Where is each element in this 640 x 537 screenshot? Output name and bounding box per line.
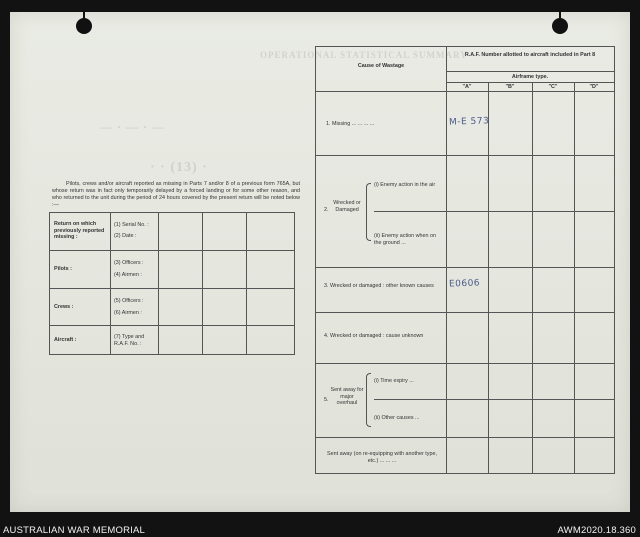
row-enemy-air-label: (i) Enemy action in the air: [374, 182, 436, 188]
column-divider: [488, 82, 489, 473]
row-divider: [374, 399, 614, 400]
row-divider: [316, 267, 614, 268]
bleed-through-text: · · (13) ·: [150, 160, 208, 175]
row-wrecked-label: Wrecked or Damaged: [333, 200, 361, 213]
row-other-known-label: 3. Wrecked or damaged : other known causes: [324, 283, 434, 289]
serial-no-label: (1) Serial No. :: [114, 222, 149, 228]
row-time-expiry-label: (i) Time expiry ...: [374, 378, 414, 384]
handwritten-entry-missing: M-E 573: [448, 116, 490, 128]
airframe-type-c: "C": [548, 84, 558, 90]
row-divider: [374, 211, 614, 212]
cause-of-wastage-header: Cause of Wastage: [357, 63, 405, 69]
group-label-pilots: Pilots :: [54, 266, 72, 272]
pilot-officers-label: (3) Officers :: [114, 260, 144, 266]
table-row: [50, 251, 294, 289]
date-label: (2) Date :: [114, 233, 137, 239]
airframe-type-a: "A": [462, 84, 472, 90]
row-missing-label: 1. Missing ... ... ... ...: [326, 121, 375, 127]
row-divider: [446, 71, 614, 72]
archive-reference: AWM2020.18.360: [557, 525, 636, 536]
row-divider: [446, 82, 614, 83]
row-re-equipping-label: Sent away (on re-equipping with another type, etc.) ... ... ...: [327, 451, 437, 464]
row-sent-away-label: Sent away for major overhaul: [330, 387, 364, 406]
row-divider: [316, 437, 614, 438]
raf-number-header: R.A.F. Number allotted to aircraft included in Part 8: [464, 52, 596, 58]
row-divider: [316, 155, 614, 156]
bracket-symbol: [366, 373, 371, 427]
type-raf-no-label: (7) Type and R.A.F. No. :: [114, 334, 145, 347]
crew-airmen-label: (6) Airmen :: [114, 310, 142, 316]
row-divider: [316, 363, 614, 364]
table-row: [50, 326, 294, 356]
group-label-crews: Crews :: [54, 304, 74, 310]
table-row: [50, 213, 294, 251]
column-divider: [532, 82, 533, 473]
row-wrecked-number: 2.: [324, 207, 329, 213]
row-cause-unknown-label: 4. Wrecked or damaged : cause unknown: [324, 333, 424, 339]
row-sent-away-number: 5.: [324, 397, 329, 403]
row-enemy-ground-label: (ii) Enemy action when on the ground ...: [374, 233, 437, 246]
row-divider: [316, 91, 614, 92]
group-label-aircraft: Aircraft :: [54, 337, 77, 343]
table-row: [50, 289, 294, 326]
archive-credit: AUSTRALIAN WAR MEMORIAL: [3, 525, 146, 536]
punch-hole: [76, 18, 92, 34]
airframe-type-d: "D": [589, 84, 599, 90]
bleed-through-text: OPERATIONAL STATISTICAL SUMMARY: [260, 50, 468, 60]
column-divider: [446, 47, 447, 473]
airframe-type-header: Airframe type.: [511, 74, 549, 80]
returned-aircraft-table: [49, 212, 295, 355]
row-divider: [316, 312, 614, 313]
group-label-previously-missing: Return on which previously reported missing :: [54, 221, 105, 240]
airframe-type-b: "B": [505, 84, 515, 90]
handwritten-entry-other-known: E0606: [448, 278, 481, 290]
intro-paragraph: Pilots, crews and/or aircraft reported as missing in Parts 7 and/or 8 of a previous form 765A, but whose return was in fact only temporarily delayed by a forced landing or for some other reason, and who returned to the unit during the period of 24 hours covered by the present return will be noted below :—: [52, 181, 300, 208]
punch-hole: [552, 18, 568, 34]
wastage-table: [315, 46, 615, 474]
crew-officers-label: (5) Officers :: [114, 298, 144, 304]
bracket-symbol: [366, 183, 371, 241]
column-divider: [574, 82, 575, 473]
pilot-airmen-label: (4) Airmen :: [114, 272, 142, 278]
row-other-causes-label: (ii) Other causes ...: [374, 415, 420, 421]
bleed-through-text: — · — · —: [100, 120, 166, 134]
